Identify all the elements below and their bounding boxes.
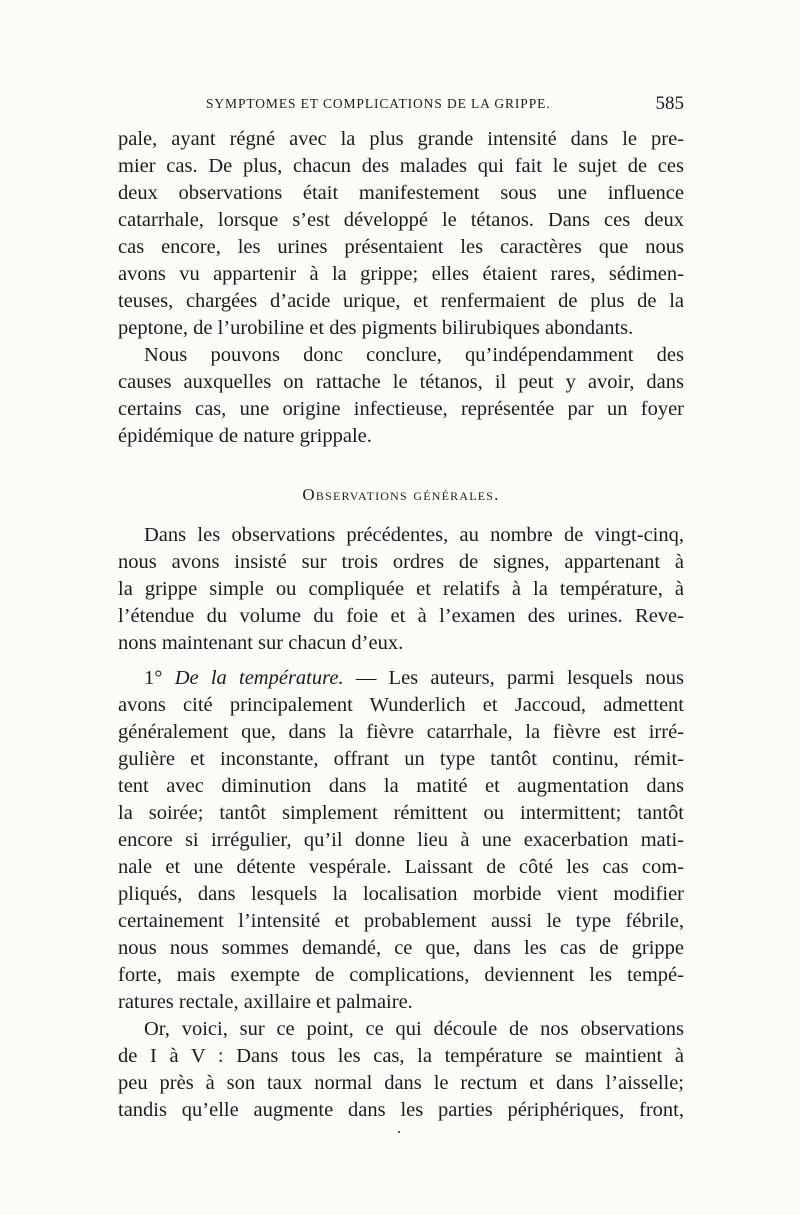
text-line: la soirée; tantôt simplement rémittent ou intermittent; tantôt	[118, 802, 684, 824]
text-line: cas encore, les urines présentaient les caractères que nous	[118, 236, 684, 258]
text-line: forte, mais exempte de complications, deviennent les tempé-	[118, 964, 684, 986]
text-line: Dans les observations précédentes, au nombre de vingt-cinq,	[144, 524, 684, 546]
text-line: l’étendue du volume du foie et à l’examen des urines. Reve-	[118, 605, 684, 627]
text-line: peptone, de l’urobiline et des pigments bilirubiques abondants.	[118, 317, 634, 339]
text-line: nous avons insisté sur trois ordres de signes, appartenant à	[118, 551, 684, 573]
text-line: nous nous sommes demandé, ce que, dans les cas de grippe	[118, 937, 684, 959]
text-line: tent avec diminution dans la matité et augmentation dans	[118, 775, 684, 797]
text-line: nons maintenant sur chacun d’eux.	[118, 632, 404, 654]
text-line: de I à V : Dans tous les cas, la température se maintient à	[118, 1045, 684, 1067]
text-line: nale et une détente vespérale. Laissant de côté les cas com-	[118, 856, 684, 878]
section-heading	[118, 485, 684, 505]
text-line: deux observations était manifestement sous une influence	[118, 182, 684, 204]
text-line: peu près à son taux normal dans le rectum et dans l’aisselle;	[118, 1072, 684, 1094]
list-number: 1°	[144, 667, 175, 689]
print-mark	[398, 1131, 400, 1133]
text-line: tandis qu’elle augmente dans les parties périphériques, front,	[118, 1099, 684, 1121]
text-line: généralement que, dans la fièvre catarrhale, la fièvre est irré-	[118, 721, 684, 743]
text-line: avons vu appartenir à la grippe; elles étaient rares, sédimen-	[118, 263, 684, 285]
text-line: avons cité principalement Wunderlich et Jaccoud, admettent	[118, 694, 684, 716]
text-line: pale, ayant régné avec la plus grande intensité dans le pre-	[118, 128, 684, 150]
page-number: 585	[655, 93, 684, 114]
text-line	[118, 665, 684, 692]
subsection-title: De la température.	[174, 667, 344, 689]
page-header	[118, 93, 684, 120]
text-line: ratures rectale, axillaire et palmaire.	[118, 991, 413, 1013]
text-line: catarrhale, lorsque s’est développé le tétanos. Dans ces deux	[118, 209, 684, 231]
text-line: Nous pouvons donc conclure, qu’indépendamment des	[144, 344, 684, 366]
text-line: mier cas. De plus, chacun des malades qui fait le sujet de ces	[118, 155, 684, 177]
text-line: certains cas, une origine infectieuse, représentée par un foyer	[118, 398, 684, 420]
text-line: épidémique de nature grippale.	[118, 425, 372, 447]
text-line: teuses, chargées d’acide urique, et renfermaient de plus de la	[118, 290, 684, 312]
text-line: Or, voici, sur ce point, ce qui découle de nos observations	[144, 1018, 684, 1040]
text-line: certainement l’intensité et probablement aussi le type fébrile,	[118, 910, 684, 932]
section-heading-text: Observations générales.	[302, 485, 500, 504]
text-line: pliqués, dans lesquels la localisation morbide vient modifier	[118, 883, 684, 905]
running-title: SYMPTOMES ET COMPLICATIONS DE LA GRIPPE.	[206, 96, 551, 111]
text-line: la grippe simple ou compliquée et relatifs à la température, à	[118, 578, 684, 600]
text-line: gulière et inconstante, offrant un type tantôt continu, rémit-	[118, 748, 684, 770]
text-line: encore si irrégulier, qu’il donne lieu à une exacerbation mati-	[118, 829, 684, 851]
text-line: causes auxquelles on rattache le tétanos, il peut y avoir, dans	[118, 371, 684, 393]
text-fragment: — Les auteurs, parmi lesquels nous	[343, 667, 684, 689]
